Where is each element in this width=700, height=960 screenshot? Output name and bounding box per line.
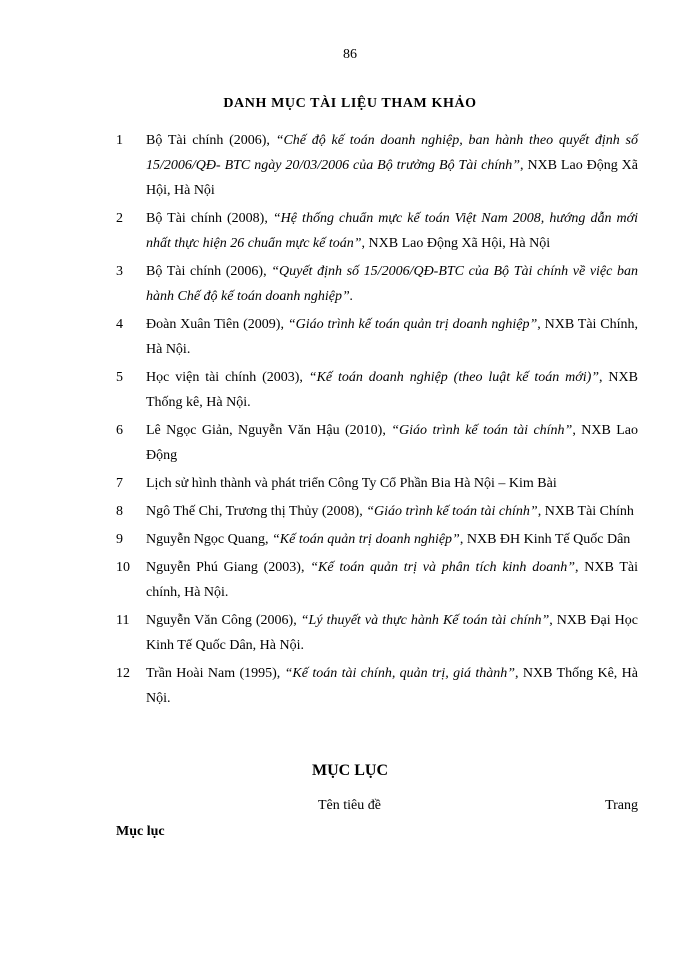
reference-number: 2 [116,211,123,226]
reference-publisher: , NXB Thống kê, Hà Nội. [146,370,638,410]
reference-item [0,312,700,362]
reference-author: Học viện tài chính (2003), [146,370,309,385]
reference-number: 10 [116,560,130,575]
reference-number: 7 [116,476,123,491]
reference-text [146,365,638,415]
reference-number: 9 [116,532,123,547]
reference-text [146,128,638,203]
reference-item [0,527,700,552]
reference-title: “Kế toán tài chính, quản trị, giá thành” [284,666,516,681]
reference-text [146,555,638,605]
reference-text [146,471,638,496]
reference-item [0,471,700,496]
reference-text [146,661,638,711]
reference-item [0,499,700,524]
toc-title: MỤC LỤC [312,762,388,779]
reference-list [0,128,700,714]
reference-author: Nguyễn Phú Giang (2003), [146,560,311,575]
reference-number: 3 [116,264,123,279]
reference-publisher: , NXB Lao Động Xã Hội, Hà Nội [361,236,551,251]
reference-text [146,499,638,524]
reference-author: Bộ Tài chính (2006), [146,133,276,148]
reference-item [0,661,700,711]
reference-author: Trần Hoài Nam (1995), [146,666,285,681]
reference-title: “Quyết định số 15/2006/QĐ-BTC của Bộ Tài chính về việc ban hành Chế độ kế toán doanh nghiệp”. [146,264,638,304]
reference-item [0,259,700,309]
reference-publisher: , NXB Lao Động [146,423,638,463]
reference-text [146,527,638,552]
reference-publisher: , NXB Tài chính, Hà Nội. [146,560,638,600]
reference-author: Đoàn Xuân Tiên (2009), [146,317,288,332]
reference-number: 11 [116,613,130,628]
reference-publisher: , NXB ĐH Kinh Tế Quốc Dân [459,532,631,547]
reference-title: “Giáo trình kế toán quản trị doanh nghiệp” [287,317,538,332]
reference-number: 1 [116,133,123,148]
reference-title: “Kế toán doanh nghiệp (theo luật kế toán mới)” [308,370,600,385]
reference-author: Ngô Thế Chi, Trương thị Thủy (2008), [146,504,367,519]
reference-publisher: , NXB Thống Kê, Hà Nội. [146,666,638,706]
reference-number: 8 [116,504,123,519]
toc-column-page: Trang [605,798,638,813]
reference-item [0,418,700,468]
reference-title: “Hệ thống chuẩn mực kế toán Việt Nam 2008, hướng dẫn mới nhất thực hiện 26 chuẩn mực kế toán” [146,211,638,251]
reference-item [0,206,700,256]
reference-publisher: , NXB Lao Động Xã Hội, Hà Nội [146,158,638,198]
reference-author: Nguyễn Văn Công (2006), [146,613,301,628]
reference-text [146,608,638,658]
reference-number: 4 [116,317,123,332]
references-title: DANH MỤC TÀI LIỆU THAM KHẢO [223,96,477,111]
reference-number: 12 [116,666,130,681]
reference-text [146,418,638,468]
reference-author: Lê Ngọc Giản, Nguyễn Văn Hậu (2010), [146,423,392,438]
reference-item [0,365,700,415]
reference-title: “Kế toán quản trị và phân tích kinh doanh” [310,560,575,575]
reference-author: Nguyễn Ngọc Quang, [146,532,272,547]
reference-author: Bộ Tài chính (2006), [146,264,272,279]
reference-number: 6 [116,423,123,438]
reference-publisher: , NXB Đại Học Kinh Tế Quốc Dân, Hà Nội. [146,613,638,653]
reference-title: “Kế toán quản trị doanh nghiệp” [271,532,460,547]
reference-title: “Lý thuyết và thực hành Kế toán tài chính” [300,613,550,628]
reference-item [0,128,700,203]
reference-title: “Chế độ kế toán doanh nghiệp, ban hành theo quyết định số 15/2006/QĐ- BTC ngày 20/03/2006 của Bộ trưởng Bộ Tài chính” [146,133,638,173]
reference-title: “Giáo trình kế toán tài chính” [366,504,538,519]
toc-entry[interactable]: Mục lục [116,824,165,839]
toc-column-title: Tên tiêu đề [318,798,381,813]
reference-publisher: , NXB Tài Chính, Hà Nội. [146,317,638,357]
reference-author: Lịch sử hình thành và phát triển Công Ty Cổ Phần Bia Hà Nội – Kim Bài [146,476,557,491]
reference-title: “Giáo trình kế toán tài chính” [391,423,573,438]
reference-number: 5 [116,370,123,385]
reference-text [146,312,638,362]
page-number: 86 [343,47,357,62]
reference-item [0,608,700,658]
reference-publisher: , NXB Tài Chính [537,504,634,519]
reference-text [146,206,638,256]
reference-item [0,555,700,605]
reference-author: Bộ Tài chính (2008), [146,211,273,226]
reference-text [146,259,638,309]
